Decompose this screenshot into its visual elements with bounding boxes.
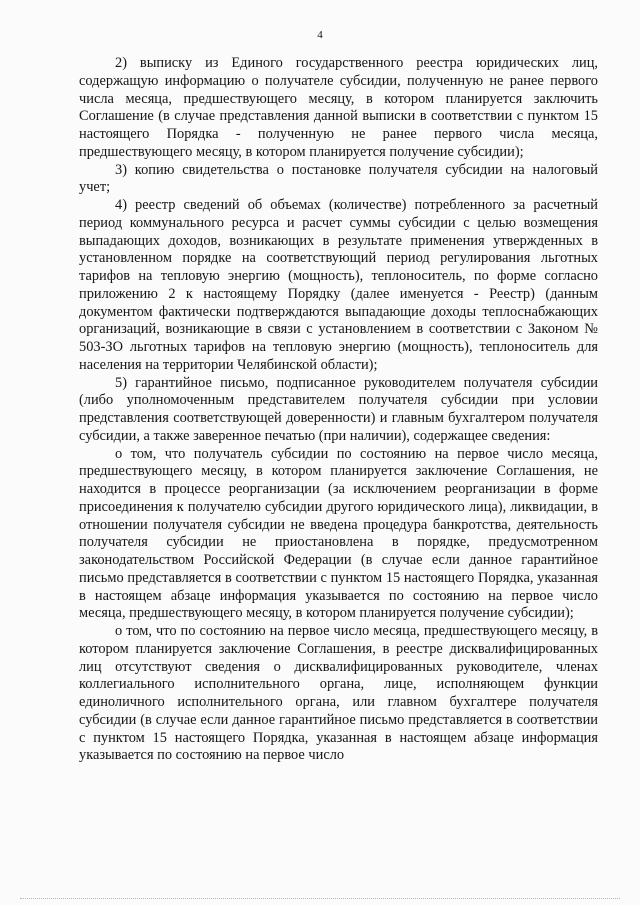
paragraph-reorganization-info: о том, что получатель субсидии по состоянию на первое число месяца, предшествующего месяцу, в котором планируется заключение Соглашения, не находится в процессе реорганизации (за исключением реорганизации в форме присоединения к получателю субсидии другого юридического лица), ликвидации, в отношении получателя субсидии не введена процедура банкротства, деятельность получателя субсидии не приостановлена в порядке, предусмотренном законодательством Российской Федерации (в случае если данное гарантийное письмо представляется в соответствии с пунктом 15 настоящего Порядка, указанная в настоящем абзаце информация указывается по состоянию на первое число месяца, предшествующего месяцу, в котором планируется получение субсидии);	[79, 445, 598, 622]
paragraph-consumption-register: 4) реестр сведений об объемах (количестве) потребленного за расчетный период коммунального ресурса и расчет суммы субсидии с целью возмещения выпадающих доходов, возникающих в результате применения утвержденных в установленном порядке на соответствующий период регулирования льготных тарифов на тепловую энергию (мощность), теплоноситель, по форме согласно приложению 2 к настоящему Порядку (далее именуется - Реестр) (данным документом фактически подтверждаются выпадающие доходы теплоснабжающих организаций, возникающие в связи с установлением в соответствии с Законом № 503-ЗО льготных тарифов на тепловую энергию (мощность), теплоноситель для населения на территории Челябинской области);	[79, 197, 598, 373]
page-number: 4	[317, 29, 323, 41]
paragraph-guarantee-letter: 5) гарантийное письмо, подписанное руководителем получателя субсидии (либо уполномоченным представителем получателя субсидии при условии представления соответствующей доверенности) и главным бухгалтером получателя субсидии, а также заверенное печатью (при наличии), содержащее сведения:	[79, 374, 598, 444]
scan-bottom-edge	[20, 898, 620, 899]
paragraph-extract-egrul: 2) выписку из Единого государственного реестра юридических лиц, содержащую информацию о получателе субсидии, полученную не ранее первого числа месяца, предшествующего месяцу, в котором планируется заключить Соглашение (в случае представления данной выписки в соответствии с пунктом 15 настоящего Порядка - полученную не ранее первого числа месяца, предшествующего месяцу, в котором планируется получение субсидии);	[79, 55, 598, 160]
paragraph-tax-certificate: 3) копию свидетельства о постановке получателя субсидии на налоговый учет;	[79, 161, 598, 196]
paragraph-disqualified-persons: о том, что по состоянию на первое число месяца, предшествующего месяцу, в котором планируется заключение Соглашения, в реестре дисквалифицированных лиц отсутствуют сведения о дисквалифицированных руководителе, членах коллегиального исполнительного органа, лице, исполняющем функции единоличного исполнительного органа, или главном бухгалтере получателя субсидии (в случае если данное гарантийное письмо представляется в соответствии с пунктом 15 настоящего Порядка, указанная в настоящем абзаце информация указывается по состоянию на первое число	[79, 623, 598, 764]
document-body	[79, 55, 598, 765]
